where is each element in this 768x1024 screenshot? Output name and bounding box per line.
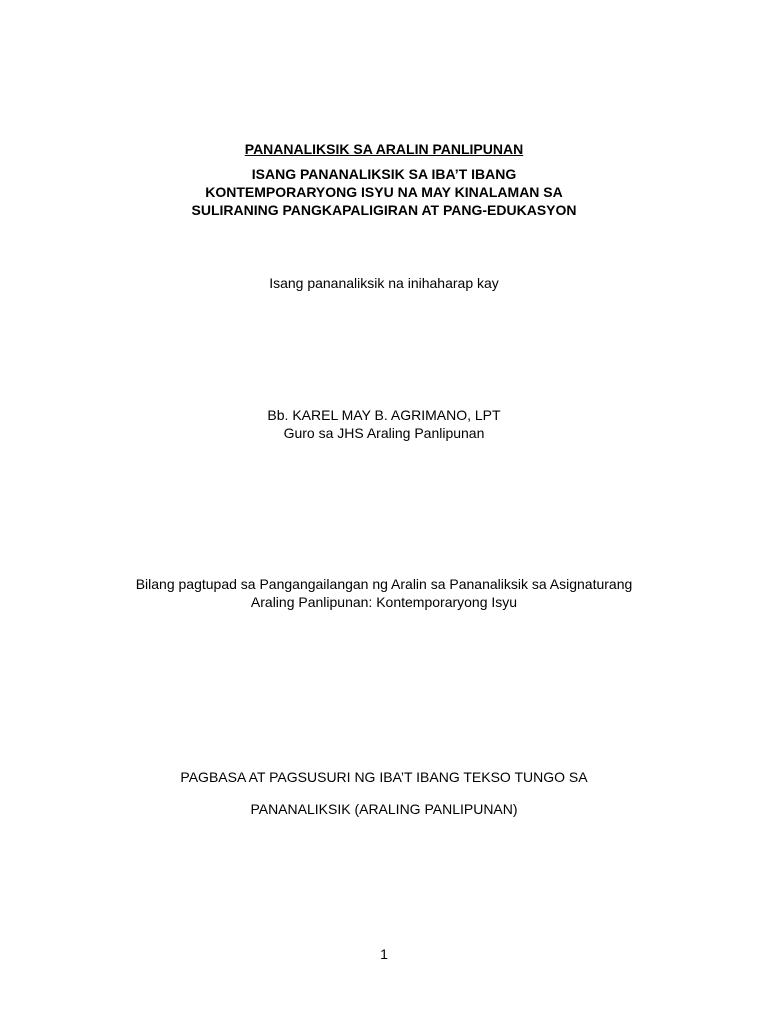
- subject-line-2: PANANALIKSIK (ARALING PANLIPUNAN): [250, 801, 518, 817]
- title-line: KONTEMPORARYONG ISYU NA MAY KINALAMAN SA: [205, 184, 563, 200]
- fulfillment-line: Bilang pagtupad sa Pangangailangan ng Aralin sa Pananaliksik sa Asignaturang: [135, 576, 633, 592]
- teacher-name: Bb. KAREL MAY B. AGRIMANO, LPT: [267, 407, 501, 423]
- teacher-block: [0, 406, 768, 442]
- title-line: ISANG PANANALIKSIK SA IBA’T IBANG: [251, 166, 517, 182]
- page-number: 1: [380, 946, 388, 962]
- teacher-role: Guro sa JHS Araling Panlipunan: [283, 425, 485, 441]
- document-heading: PANANALIKSIK SA ARALIN PANLIPUNAN: [244, 141, 524, 157]
- subject-line-1: PAGBASA AT PAGSUSURI NG IBA’T IBANG TEKSO TUNGO SA: [180, 769, 588, 785]
- document-title: [0, 165, 768, 219]
- presented-to-text: Isang pananaliksik na inihaharap kay: [269, 275, 499, 291]
- fulfillment-text: [0, 575, 768, 611]
- title-line: SULIRANING PANGKAPALIGIRAN AT PANG-EDUKASYON: [191, 202, 577, 218]
- fulfillment-line: Araling Panlipunan: Kontemporaryong Isyu: [250, 594, 518, 610]
